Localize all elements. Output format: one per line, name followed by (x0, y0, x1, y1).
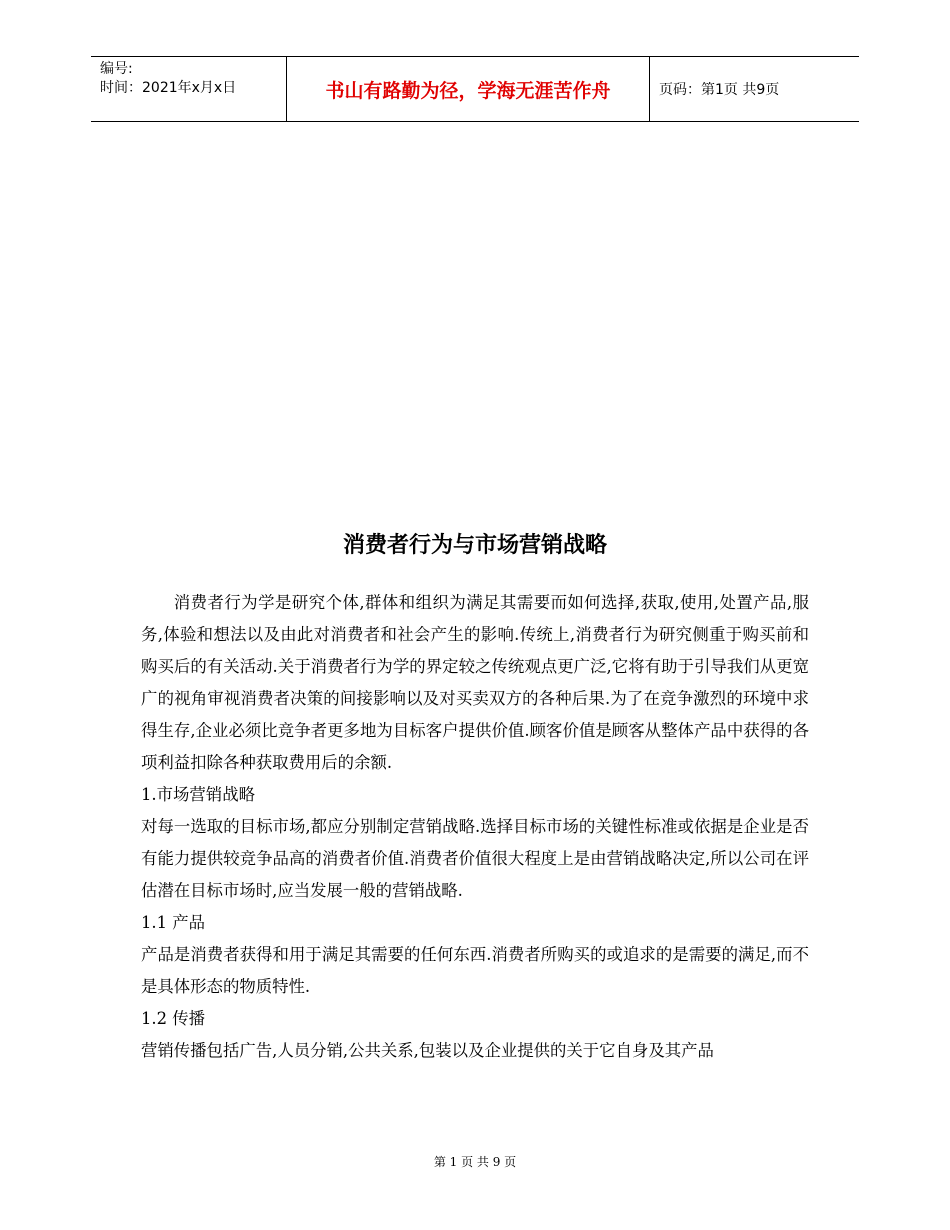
header-number-label: 编号: (100, 61, 133, 77)
header-time-label: 时间：2021年x月x日 (100, 80, 237, 96)
header-page-info: 页码：第1页 共9页 (659, 82, 780, 98)
body-paragraph: 对每一选取的目标市场,都应分别制定营销战略.选择目标市场的关键性标准或依据是企业是否有能力提供较竞争品高的消费者价值.消费者价值很大程度上是由营销战略决定,所以公司在评估潜在目标市场时,应当发展一般的营销战略. (141, 817, 809, 900)
document-body (141, 587, 809, 1067)
document-header (91, 56, 859, 122)
page-footer: 第 1 页 共 9 页 (433, 1155, 517, 1169)
intro-paragraph: 消费者行为学是研究个体,群体和组织为满足其需要而如何选择,获取,使用,处置产品,服务,体验和想法以及由此对消费者和社会产生的影响.传统上,消费者行为研究侧重于购买前和购买后的有关活动.关于消费者行为学的界定较之传统观点更广泛,它将有助于引导我们从更宽广的视角审视消费者决策的间接影响以及对买卖双方的各种后果.为了在竞争激烈的环境中求得生存,企业必须比竞争者更多地为目标客户提供价值.顾客价值是顾客从整体产品中获得的各项利益扣除各种获取费用后的余额. (141, 593, 809, 772)
section-heading-marketing-strategy: 1.市场营销战略 (141, 785, 255, 804)
body-paragraph: 产品是消费者获得和用于满足其需要的任何东西.消费者所购买的或追求的是需要的满足,而不是具体形态的物质特性. (141, 945, 809, 996)
document-title: 消费者行为与市场营销战略 (342, 532, 607, 558)
header-motto-cell (287, 57, 650, 121)
header-motto: 书山有路勤为径，学海无涯苦作舟 (325, 79, 611, 102)
header-meta-cell (91, 57, 287, 121)
section-heading-communication: 1.2 传播 (141, 1009, 206, 1028)
section-heading-product: 1.1 产品 (141, 913, 206, 932)
body-paragraph: 营销传播包括广告,人员分销,公共关系,包装以及企业提供的关于它自身及其产品 (141, 1041, 714, 1060)
